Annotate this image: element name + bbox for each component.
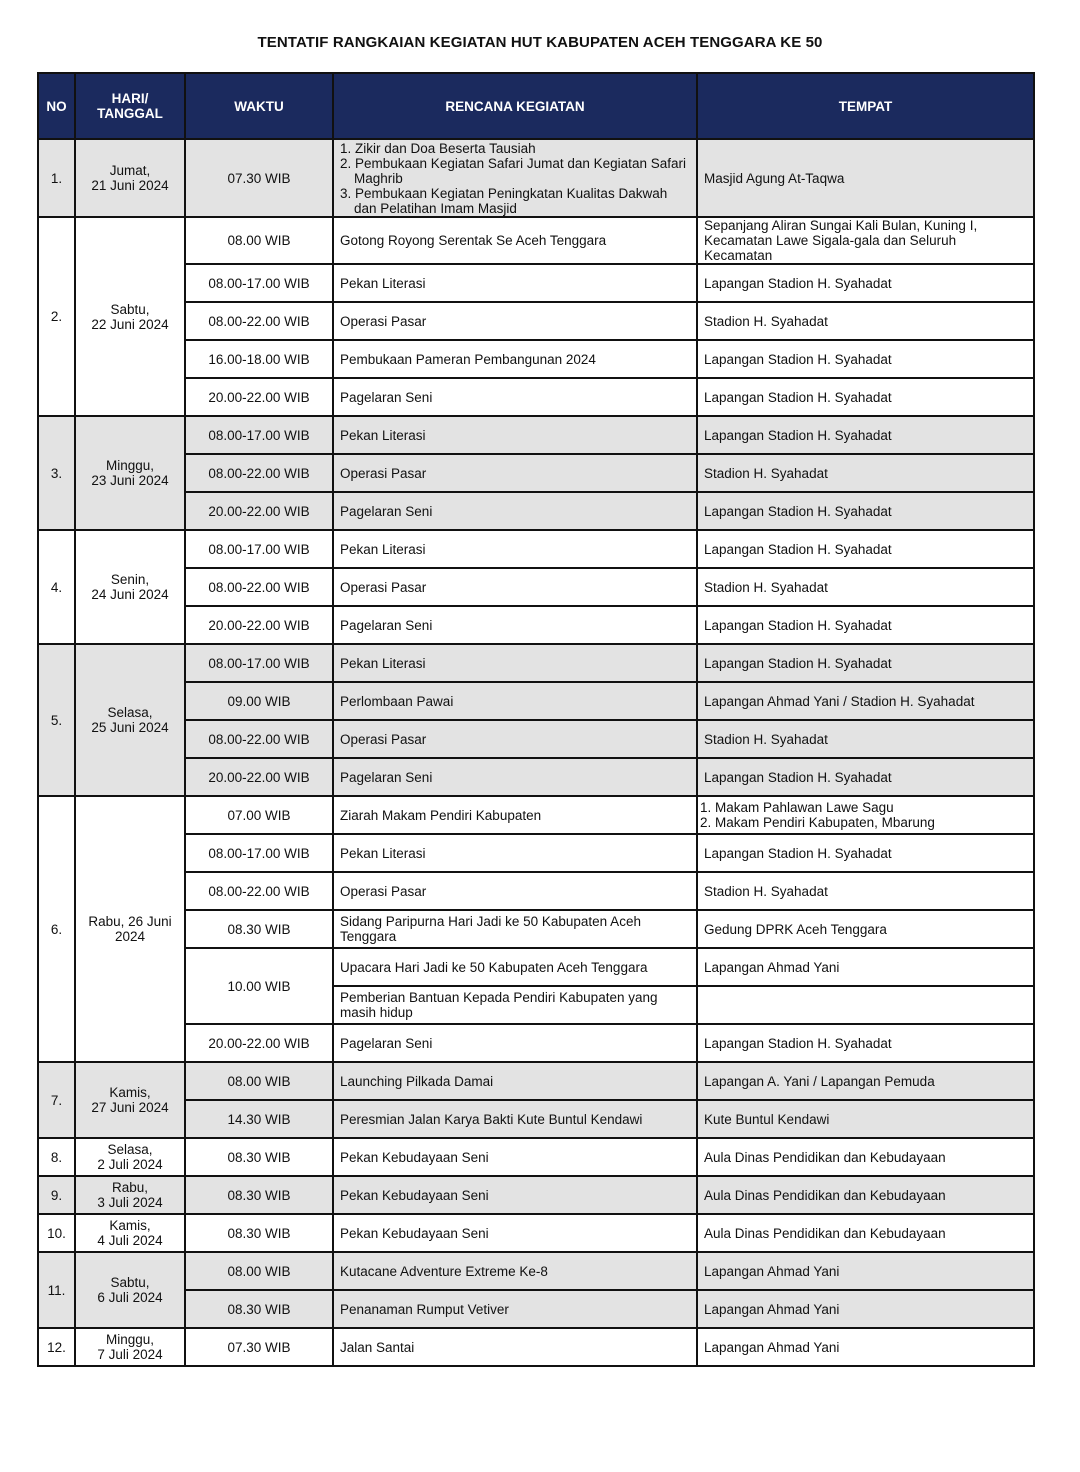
header-tempat: TEMPAT <box>697 73 1034 139</box>
cell-time: 08.00 WIB <box>185 217 333 264</box>
cell-time: 08.00-22.00 WIB <box>185 872 333 910</box>
schedule-table <box>37 72 1035 1367</box>
cell-time: 08.30 WIB <box>185 1138 333 1176</box>
cell-time: 08.00-17.00 WIB <box>185 264 333 302</box>
cell-no: 10. <box>38 1214 75 1252</box>
cell-no: 3. <box>38 416 75 530</box>
table-row <box>38 378 1034 416</box>
cell-place: Lapangan Stadion H. Syahadat <box>697 758 1034 796</box>
cell-time: 08.00-17.00 WIB <box>185 530 333 568</box>
cell-activity: Pagelaran Seni <box>333 492 697 530</box>
cell-place: Aula Dinas Pendidikan dan Kebudayaan <box>697 1138 1034 1176</box>
cell-activity: Kutacane Adventure Extreme Ke-8 <box>333 1252 697 1290</box>
cell-time: 07.00 WIB <box>185 796 333 834</box>
table-row <box>38 492 1034 530</box>
cell-time: 07.30 WIB <box>185 139 333 217</box>
table-row <box>38 568 1034 606</box>
table-row <box>38 834 1034 872</box>
cell-time: 08.00-22.00 WIB <box>185 568 333 606</box>
cell-activity: Pekan Literasi <box>333 834 697 872</box>
header-hari-tanggal: HARI/ TANGGAL <box>75 73 185 139</box>
cell-time: 08.30 WIB <box>185 1214 333 1252</box>
table-row <box>38 264 1034 302</box>
cell-place: Lapangan A. Yani / Lapangan Pemuda <box>697 1062 1034 1100</box>
cell-activity: Upacara Hari Jadi ke 50 Kabupaten Aceh Tenggara <box>333 948 697 986</box>
cell-no: 9. <box>38 1176 75 1214</box>
cell-time: 08.00-22.00 WIB <box>185 302 333 340</box>
cell-activity: Operasi Pasar <box>333 720 697 758</box>
cell-day-date: Minggu, 7 Juli 2024 <box>75 1328 185 1366</box>
cell-day-date: Selasa, 2 Juli 2024 <box>75 1138 185 1176</box>
cell-activity: Operasi Pasar <box>333 568 697 606</box>
cell-activity: Pekan Literasi <box>333 416 697 454</box>
cell-place: Lapangan Stadion H. Syahadat <box>697 264 1034 302</box>
header-rencana-kegiatan: RENCANA KEGIATAN <box>333 73 697 139</box>
cell-activity: Launching Pilkada Damai <box>333 1062 697 1100</box>
cell-no: 11. <box>38 1252 75 1328</box>
cell-time: 08.00-22.00 WIB <box>185 454 333 492</box>
table-row <box>38 302 1034 340</box>
cell-activity: Operasi Pasar <box>333 872 697 910</box>
cell-activity: Pagelaran Seni <box>333 758 697 796</box>
cell-no: 1. <box>38 139 75 217</box>
cell-activity: Pemberian Bantuan Kepada Pendiri Kabupaten yang masih hidup <box>333 986 697 1024</box>
cell-place: Lapangan Stadion H. Syahadat <box>697 378 1034 416</box>
cell-activity: Operasi Pasar <box>333 302 697 340</box>
table-row <box>38 1100 1034 1138</box>
table-row <box>38 1062 1034 1100</box>
cell-activity: Pagelaran Seni <box>333 378 697 416</box>
cell-day-date: Kamis, 27 Juni 2024 <box>75 1062 185 1138</box>
table-row <box>38 1290 1034 1328</box>
page-title: TENTATIF RANGKAIAN KEGIATAN HUT KABUPATEN ACEH TENGGARA KE 50 <box>257 34 823 51</box>
cell-time: 20.00-22.00 WIB <box>185 378 333 416</box>
cell-time: 09.00 WIB <box>185 682 333 720</box>
cell-place: Lapangan Stadion H. Syahadat <box>697 834 1034 872</box>
table-row <box>38 340 1034 378</box>
cell-day-date: Minggu, 23 Juni 2024 <box>75 416 185 530</box>
cell-place: Lapangan Ahmad Yani <box>697 1252 1034 1290</box>
table-row <box>38 948 1034 986</box>
cell-activity: Ziarah Makam Pendiri Kabupaten <box>333 796 697 834</box>
cell-time: 16.00-18.00 WIB <box>185 340 333 378</box>
cell-day-date: Jumat, 21 Juni 2024 <box>75 139 185 217</box>
table-row <box>38 217 1034 264</box>
cell-activity: Perlombaan Pawai <box>333 682 697 720</box>
table-row <box>38 644 1034 682</box>
cell-place: Sepanjang Aliran Sungai Kali Bulan, Kuning I, Kecamatan Lawe Sigala-gala dan Seluruh Kecamatan <box>697 217 1034 264</box>
cell-no: 5. <box>38 644 75 796</box>
cell-no: 4. <box>38 530 75 644</box>
table-row <box>38 720 1034 758</box>
cell-place: Aula Dinas Pendidikan dan Kebudayaan <box>697 1176 1034 1214</box>
cell-time: 10.00 WIB <box>185 948 333 1024</box>
cell-day-date: Rabu, 26 Juni 2024 <box>75 796 185 1062</box>
cell-place <box>697 986 1034 1024</box>
cell-place: Stadion H. Syahadat <box>697 568 1034 606</box>
cell-activity: Pekan Literasi <box>333 264 697 302</box>
cell-place: Lapangan Ahmad Yani / Stadion H. Syahadat <box>697 682 1034 720</box>
cell-day-date: Selasa, 25 Juni 2024 <box>75 644 185 796</box>
cell-activity: Operasi Pasar <box>333 454 697 492</box>
cell-place: Kute Buntul Kendawi <box>697 1100 1034 1138</box>
cell-place: Lapangan Ahmad Yani <box>697 948 1034 986</box>
cell-activity: Pagelaran Seni <box>333 606 697 644</box>
cell-place: Stadion H. Syahadat <box>697 720 1034 758</box>
cell-activity: Pekan Kebudayaan Seni <box>333 1176 697 1214</box>
table-row <box>38 530 1034 568</box>
cell-time: 08.00 WIB <box>185 1062 333 1100</box>
cell-day-date: Senin, 24 Juni 2024 <box>75 530 185 644</box>
cell-time: 20.00-22.00 WIB <box>185 492 333 530</box>
cell-time: 08.00 WIB <box>185 1252 333 1290</box>
cell-time: 14.30 WIB <box>185 1100 333 1138</box>
table-row <box>38 606 1034 644</box>
cell-place: Lapangan Stadion H. Syahadat <box>697 492 1034 530</box>
cell-place: Lapangan Stadion H. Syahadat <box>697 606 1034 644</box>
table-row <box>38 139 1034 217</box>
cell-place: Lapangan Ahmad Yani <box>697 1290 1034 1328</box>
cell-time: 08.00-17.00 WIB <box>185 416 333 454</box>
cell-place: Stadion H. Syahadat <box>697 872 1034 910</box>
cell-activity: 1. Zikir dan Doa Beserta Tausiah 2. Pembukaan Kegiatan Safari Jumat dan Kegiatan Safari Maghrib 3. Pembukaan Kegiatan Peningkatan Kualitas Dakwah dan Pelatihan Imam Masjid <box>333 139 697 217</box>
cell-no: 8. <box>38 1138 75 1176</box>
cell-day-date: Sabtu, 22 Juni 2024 <box>75 217 185 416</box>
table-row <box>38 682 1034 720</box>
table-row <box>38 1024 1034 1062</box>
table-row <box>38 1138 1034 1176</box>
cell-no: 6. <box>38 796 75 1062</box>
table-row <box>38 796 1034 834</box>
cell-place: Stadion H. Syahadat <box>697 302 1034 340</box>
cell-activity: Pembukaan Pameran Pembangunan 2024 <box>333 340 697 378</box>
cell-time: 08.00-17.00 WIB <box>185 834 333 872</box>
cell-place: Masjid Agung At-Taqwa <box>697 139 1034 217</box>
cell-time: 08.00-17.00 WIB <box>185 644 333 682</box>
table-row <box>38 454 1034 492</box>
cell-activity: Jalan Santai <box>333 1328 697 1366</box>
cell-activity: Pekan Kebudayaan Seni <box>333 1138 697 1176</box>
cell-activity: Gotong Royong Serentak Se Aceh Tenggara <box>333 217 697 264</box>
table-row <box>38 910 1034 948</box>
table-row <box>38 1328 1034 1366</box>
cell-activity: Pekan Literasi <box>333 530 697 568</box>
table-row <box>38 1214 1034 1252</box>
cell-time: 08.30 WIB <box>185 1290 333 1328</box>
cell-activity: Penanaman Rumput Vetiver <box>333 1290 697 1328</box>
cell-no: 12. <box>38 1328 75 1366</box>
header-no: NO <box>38 73 75 139</box>
cell-place: Lapangan Stadion H. Syahadat <box>697 644 1034 682</box>
cell-day-date: Kamis, 4 Juli 2024 <box>75 1214 185 1252</box>
table-row <box>38 758 1034 796</box>
cell-day-date: Rabu, 3 Juli 2024 <box>75 1176 185 1214</box>
cell-time: 08.00-22.00 WIB <box>185 720 333 758</box>
cell-place: Lapangan Ahmad Yani <box>697 1328 1034 1366</box>
cell-activity: Peresmian Jalan Karya Bakti Kute Buntul Kendawi <box>333 1100 697 1138</box>
cell-place: 1. Makam Pahlawan Lawe Sagu 2. Makam Pendiri Kabupaten, Mbarung <box>697 796 1034 834</box>
cell-time: 20.00-22.00 WIB <box>185 606 333 644</box>
cell-time: 08.30 WIB <box>185 1176 333 1214</box>
table-row <box>38 416 1034 454</box>
table-row <box>38 1176 1034 1214</box>
cell-place: Lapangan Stadion H. Syahadat <box>697 340 1034 378</box>
cell-time: 08.30 WIB <box>185 910 333 948</box>
cell-no: 7. <box>38 1062 75 1138</box>
cell-time: 20.00-22.00 WIB <box>185 758 333 796</box>
cell-time: 07.30 WIB <box>185 1328 333 1366</box>
table-row <box>38 872 1034 910</box>
cell-place: Aula Dinas Pendidikan dan Kebudayaan <box>697 1214 1034 1252</box>
cell-time: 20.00-22.00 WIB <box>185 1024 333 1062</box>
cell-day-date: Sabtu, 6 Juli 2024 <box>75 1252 185 1328</box>
table-row <box>38 1252 1034 1290</box>
cell-place: Lapangan Stadion H. Syahadat <box>697 530 1034 568</box>
cell-activity: Pekan Literasi <box>333 644 697 682</box>
cell-place: Stadion H. Syahadat <box>697 454 1034 492</box>
header-waktu: WAKTU <box>185 73 333 139</box>
cell-activity: Sidang Paripurna Hari Jadi ke 50 Kabupaten Aceh Tenggara <box>333 910 697 948</box>
cell-activity: Pekan Kebudayaan Seni <box>333 1214 697 1252</box>
table-header-row <box>38 73 1034 139</box>
cell-place: Gedung DPRK Aceh Tenggara <box>697 910 1034 948</box>
cell-no: 2. <box>38 217 75 416</box>
cell-place: Lapangan Stadion H. Syahadat <box>697 1024 1034 1062</box>
cell-activity: Pagelaran Seni <box>333 1024 697 1062</box>
cell-place: Lapangan Stadion H. Syahadat <box>697 416 1034 454</box>
